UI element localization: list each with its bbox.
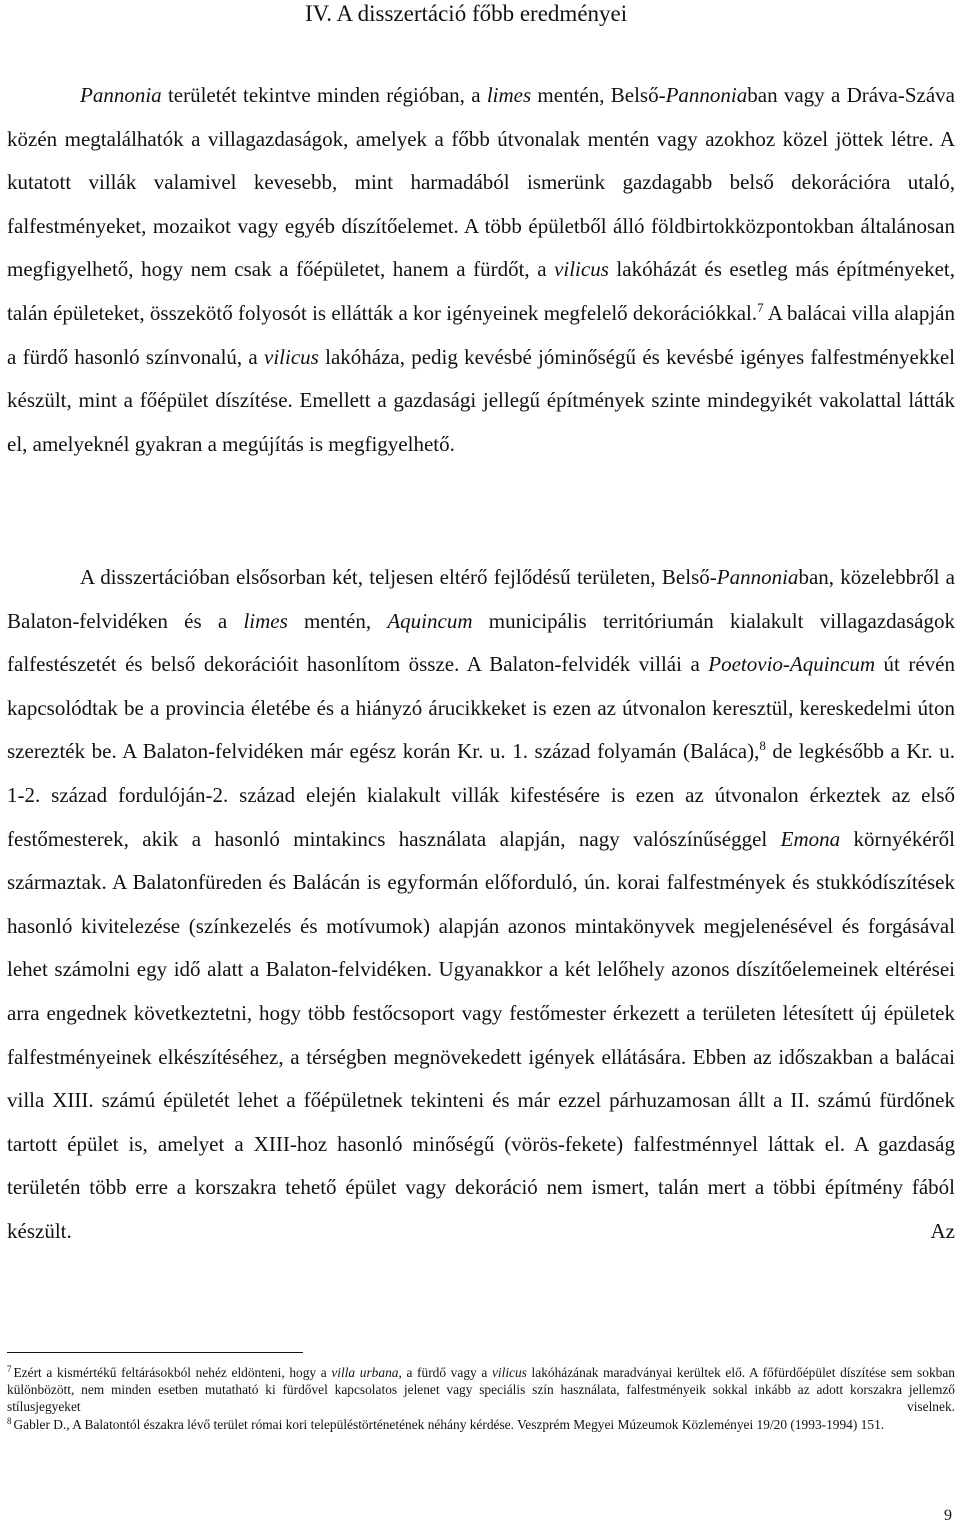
text-run: mentén, bbox=[287, 608, 388, 633]
footnote-number: 8 bbox=[7, 1415, 12, 1426]
paragraph-text bbox=[7, 74, 955, 466]
text-run: ban, közelebbről a Balaton-felvidéken és a bbox=[7, 565, 955, 633]
italic-text: Pannonia bbox=[80, 83, 162, 107]
italic-text: limes bbox=[486, 83, 532, 107]
text-run: környékéről származtak. A Balatonfüreden és Balácán is egyformán előforduló, ún. korai falfestmények és stukkódíszítések hasonló kivitelezése (színkezelés és motívumok) alapján azonos mintakönyvek megjelenésével és forgásával lehet számolni egy idő alatt a Balaton-felvidéken. Ugyanakkor a két lelőhely azonos díszítőelemeinek eltérései arra engednek következtetni, hogy több festőcsoport vagy festőmester érkezett a területen létesített új épületek falfestményeinek elkészítéséhez, a térségben megnövekedett igények ellátására. Ebben az időszakban a balácai villa XIII. számú épületét lehet a főépületnek tekinteni és már ezzel párhuzamosan állt a II. számú fürdőnek tartott épület is, amelyet a XIII-hoz hasonló minőségű (vörös-fekete) falfestménnyel láttak el. A gazdaság területén több erre a korszakra tehető épület vagy dekoráció nem ismert, talán mert a többi építmény fából készült. Az bbox=[7, 826, 955, 1243]
footnote-reference: 8 bbox=[759, 738, 766, 754]
text-run: lakóházát és esetleg más építményeket, talán épületeket, összekötő folyosót is ellátták a kor igényeinek megfelelő dekorációkkal. bbox=[7, 257, 955, 325]
footnote-separator bbox=[7, 1352, 303, 1353]
italic-text: vilicus bbox=[491, 1365, 527, 1380]
text-run: lakóházának maradványai kerültek elő. A főfürdőépület díszítése sem sokban különbözött, nem minden esetben mutatható ki fürdővel kapcsolatos jelenet vagy speciális szín használata, falfestményeik sokkal inkább az adott korszakra jellemző stílusjegyeket viselnek. bbox=[7, 1365, 955, 1414]
text-run: municipális territóriumán kialakult villagazdaságok falfestészetét és belső dekorációit hasonlítom össze. A Balaton-felvidék villái a bbox=[7, 608, 955, 677]
page-number: 9 bbox=[944, 1507, 952, 1524]
text-run: A balácai villa alapján a fürdő hasonló színvonalú, a bbox=[7, 300, 955, 369]
footnote-reference: 7 bbox=[757, 299, 764, 315]
italic-text: Poetovio-Aquincum bbox=[708, 652, 876, 677]
text-run: mentén, Belső- bbox=[531, 83, 666, 107]
body-paragraph-2 bbox=[7, 556, 955, 1254]
text-run: Gabler D., A Balatontól északra lévő terület római kori településtörténetének néhány kérdése. Veszprém Megyei Múzeumok Közleményei 19/20 (1993-1994) 151. bbox=[13, 1416, 885, 1432]
italic-text: Emona bbox=[780, 826, 841, 851]
text-run: A disszertációban elsősorban két, teljesen eltérő fejlődésű területen, Belső- bbox=[80, 565, 717, 589]
text-run: lakóháza, pedig kevésbé jóminőségű és kevésbé igényes falfestményekkel készült, mint a főépület díszítése. Emellett a gazdasági jellegű építmények szinte mindegyikét vakolattal látták el, amelyeknél gyakran a megújítás is megfigyelhető. bbox=[7, 344, 955, 456]
section-heading: IV. A disszertáció főbb eredményei bbox=[305, 1, 628, 26]
body-paragraph-1 bbox=[7, 74, 955, 466]
text-run: ban vagy a Dráva-Száva közén megtalálhatók a villagazdaságok, amelyek a főbb útvonalak mentén vagy azokhoz közel jöttek létre. A kutatott villák valamivel kevesebb, mint harmadából ismerünk gazdagabb belső dekorációra utaló, falfestményeket, mozaikot vagy egyéb díszítőelemet. A több épületből álló földbirtokközpontokban általánosan megfigyelhető, hogy nem csak a főépületet, hanem a fürdőt, a bbox=[7, 83, 955, 282]
footnote-8 bbox=[7, 1417, 955, 1434]
text-run: , a fürdő vagy a bbox=[398, 1365, 492, 1380]
footnote-text bbox=[14, 1417, 885, 1432]
footnote-7 bbox=[7, 1365, 955, 1415]
footnote-text bbox=[7, 1365, 955, 1414]
text-run: de legkésőbb a Kr. u. 1-2. század fordulóján-2. század elején kialakult villák kifestésére is ezen az útvonalon érkeztek az első festőmesterek, akik a hasonló mintakincs használata alapján, nagy valószínűséggel bbox=[7, 739, 955, 851]
italic-text: Pannonia bbox=[665, 83, 748, 107]
footnote-number: 7 bbox=[7, 1364, 12, 1374]
italic-text: Pannonia bbox=[716, 565, 799, 589]
paragraph-text bbox=[7, 556, 955, 1254]
text-run: területét tekintve minden régióban, a bbox=[161, 83, 487, 107]
text-run: Ezért a kismértékű feltárásokból nehéz eldönteni, hogy a bbox=[13, 1365, 332, 1380]
text-run: út révén kapcsolódtak be a provincia életébe és a hiányzó árucikkeket is ezen az útvonalon keresztül, kereskedelmi úton szerezték be. A Balaton-felvidéken már egész korán Kr. u. 1. század folyamán (Baláca), bbox=[7, 652, 955, 764]
italic-text: vilicus bbox=[554, 257, 609, 282]
italic-text: limes bbox=[243, 608, 288, 633]
italic-text: vilicus bbox=[264, 344, 319, 369]
italic-text: villa urbana bbox=[331, 1365, 399, 1380]
italic-text: Aquincum bbox=[387, 608, 473, 633]
footnotes bbox=[7, 1365, 955, 1436]
